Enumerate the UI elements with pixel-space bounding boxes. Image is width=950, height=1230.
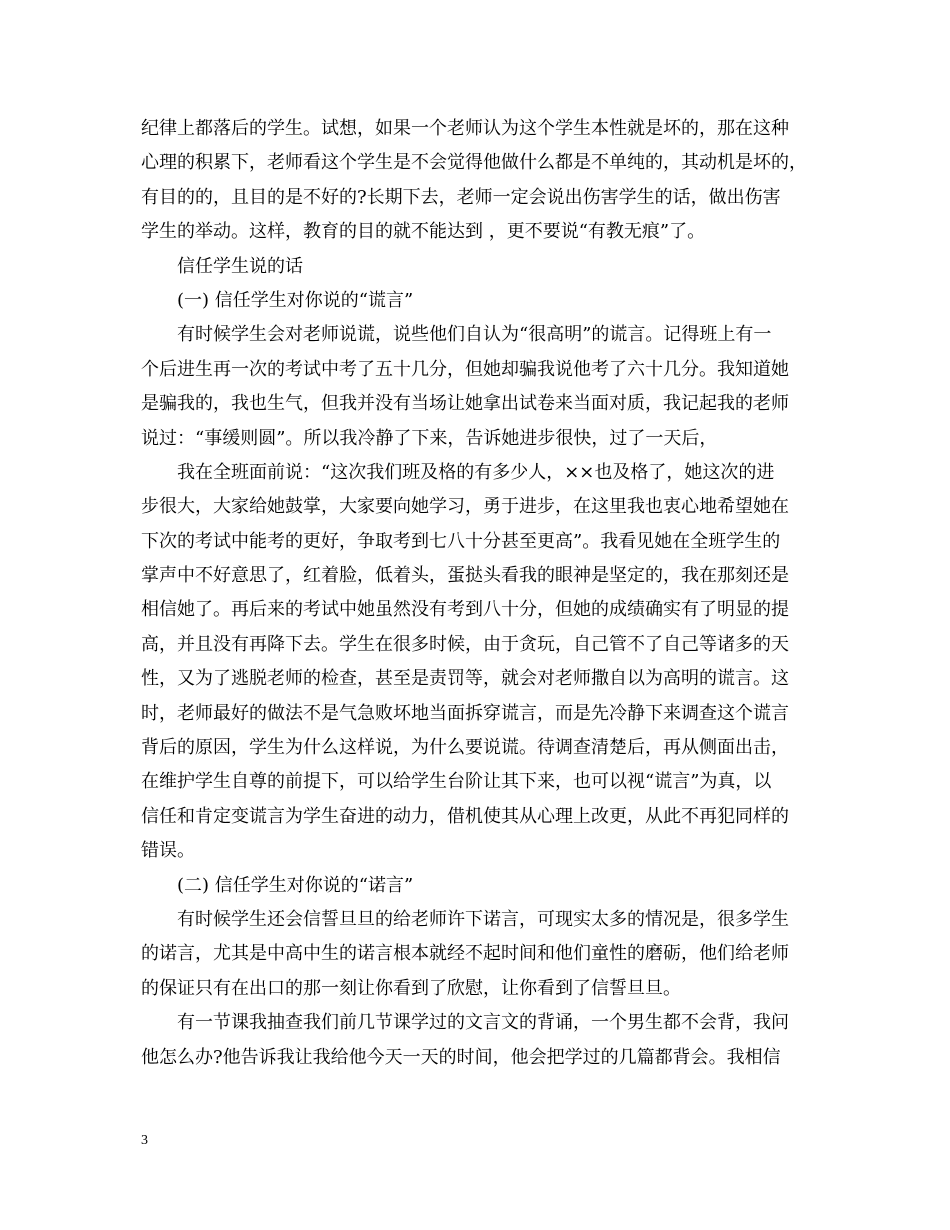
text-line: 背后的原因，学生为什么这样说，为什么要说谎。待调查清楚后，再从侧面出击， (141, 737, 789, 759)
text-line: 掌声中不好意思了，红着脸，低着头，蛋挞头看我的眼神是坚定的，我在那刻还是 (141, 565, 789, 587)
text-line: (二) 信任学生对你说的“诺言” (177, 874, 414, 896)
text-line: 有一节课我抽查我们前几节课学过的文言文的背诵，一个男生都不会背，我问 (177, 1012, 789, 1034)
text-line: 有时候学生会对老师说谎，说些他们自认为“很高明”的谎言。记得班上有一 (177, 324, 772, 346)
text-line: 是骗我的，我也生气，但我并没有当场让她拿出试卷来当面对质，我记起我的老师 (141, 393, 789, 415)
text-line: 的保证只有在出口的那一刻让你看到了欣慰，让你看到了信誓旦旦。 (141, 977, 681, 999)
text-line: 相信她了。再后来的考试中她虽然没有考到八十分，但她的成绩确实有了明显的提 (141, 599, 789, 621)
text-line: 他怎么办?他告诉我让我给他今天一天的时间，他会把学过的几篇都背会。我相信 (141, 1046, 781, 1068)
text-line: 信任学生说的话 (177, 255, 303, 277)
text-line: 有时候学生还会信誓旦旦的给老师许下诺言，可现实太多的情况是，很多学生 (177, 908, 789, 930)
text-line: 纪律上都落后的学生。试想，如果一个老师认为这个学生本性就是坏的，那在这种 (141, 118, 789, 139)
text-line: 信任和肯定变谎言为学生奋进的动力，借机使其从心理上改更，从此不再犯同样的 (141, 805, 789, 827)
text-line: 个后进生再一次的考试中考了五十几分，但她却骗我说他考了六十几分。我知道她 (141, 358, 789, 380)
text-line: 我在全班面前说：“这次我们班及格的有多少人，××也及格了，她这次的进 (177, 461, 775, 483)
document-body (141, 112, 811, 1075)
text-line: 说过：“事缓则圆”。所以我冷静了下来，告诉她进步很快，过了一天后， (141, 427, 718, 449)
text-line: 学生的举动。这样，教育的目的就不能达到 ，更不要说“有教无痕”了。 (141, 221, 706, 243)
text-line: 的诺言，尤其是中高中生的诺言根本就经不起时间和他们童性的磨砺，他们给老师 (141, 943, 789, 965)
text-line: 性，又为了逃脱老师的检查，甚至是责罚等，就会对老师撒自以为高明的谎言。这 (141, 668, 789, 690)
text-line: 错误。 (141, 840, 195, 862)
text-line: 时，老师最好的做法不是气急败坏地当面拆穿谎言，而是先冷静下来调查这个谎言 (141, 702, 789, 724)
text-line: 步很大，大家给她鼓掌，大家要向她学习，勇于进步，在这里我也衷心地希望她在 (141, 496, 789, 518)
text-line: 高，并且没有再降下去。学生在很多时候，由于贪玩，自己管不了自己等诸多的天 (141, 633, 789, 655)
text-line: (一) 信任学生对你说的“谎言” (177, 289, 414, 311)
text-line: 有目的的，且目的是不好的?长期下去，老师一定会说出伤害学生的话，做出伤害 (141, 186, 781, 208)
text-line: 在维护学生自尊的前提下，可以给学生台阶让其下来，也可以视“谎言”为真，以 (141, 771, 772, 793)
text-line: 心理的积累下，老师看这个学生是不会觉得他做什么都是不单纯的，其动机是坏的， (141, 152, 807, 174)
page-number: 3 (141, 1133, 148, 1148)
text-line: 下次的考试中能考的更好，争取考到七八十分甚至更高”。我看见她在全班学生的 (141, 530, 781, 552)
